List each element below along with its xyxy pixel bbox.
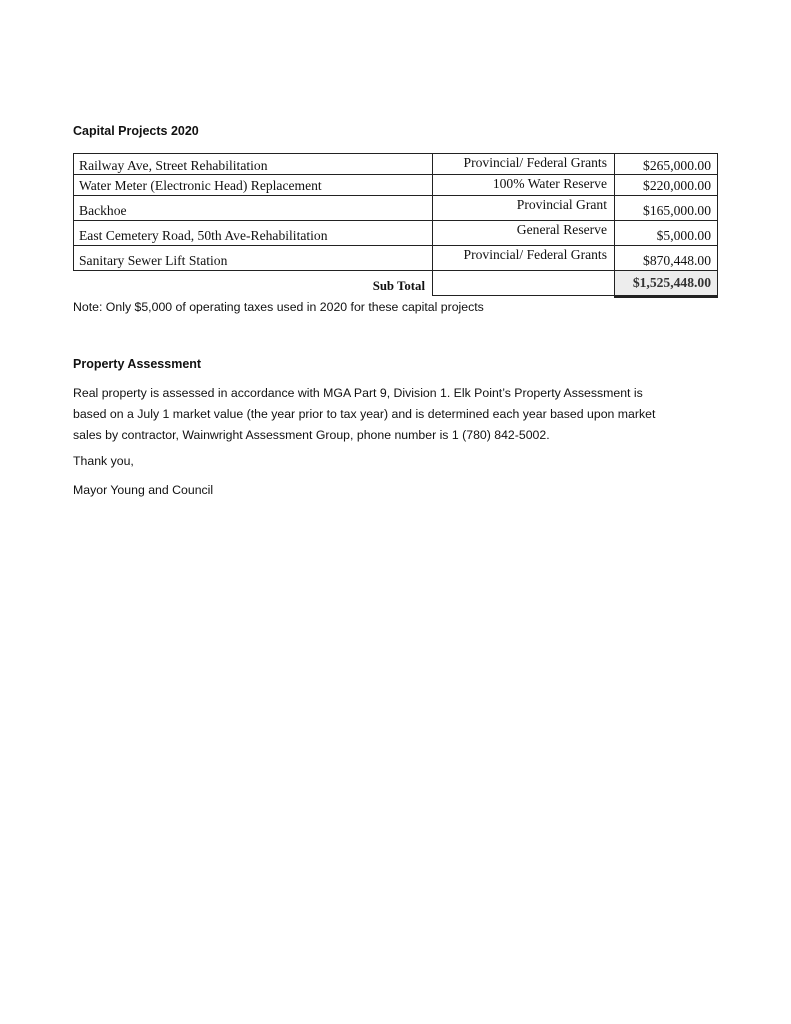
table-row-project: East Cemetery Road, 50th Ave-Rehabilitation <box>79 228 328 243</box>
table-row-project: Railway Ave, Street Rehabilitation <box>79 157 268 173</box>
table-col-divider <box>432 153 433 296</box>
table-row-project: Sanitary Sewer Lift Station <box>79 253 228 268</box>
capital-projects-heading: Capital Projects 2020 <box>73 124 199 138</box>
table-row-funding: General Reserve <box>516 222 607 237</box>
table-row-amount: $265,000.00 <box>643 157 711 173</box>
closing-thanks: Thank you, <box>73 454 134 468</box>
property-assessment-heading: Property Assessment <box>73 357 202 371</box>
table-row-project: Backhoe <box>79 203 127 218</box>
table-border-top <box>73 153 718 154</box>
table-row-funding: Provincial Grant <box>516 197 607 212</box>
paragraph-line: sales by contractor, Wainwright Assessment Group, phone number is 1 (780) 842-5002. <box>73 428 550 442</box>
capital-projects-note: Note: Only $5,000 of operating taxes used in 2020 for these capital projects <box>73 300 484 314</box>
capital-projects-table <box>73 153 718 297</box>
closing-signature: Mayor Young and Council <box>73 483 214 497</box>
subtotal-value: $1,525,448.00 <box>615 271 717 295</box>
table-row-amount: $5,000.00 <box>656 228 711 243</box>
subtotal-label: Sub Total <box>372 279 425 293</box>
table-row-amount: $165,000.00 <box>643 203 711 218</box>
table-row-funding: 100% Water Reserve <box>492 175 607 191</box>
table-row-amount: $870,448.00 <box>643 253 711 268</box>
paragraph-line: Real property is assessed in accordance with MGA Part 9, Division 1. Elk Point’s Property Assessment is <box>73 386 643 400</box>
subtotal-double-underline <box>614 296 718 298</box>
property-assessment-paragraph <box>73 383 655 446</box>
table-row-amount: $220,000.00 <box>643 178 711 193</box>
table-border-right <box>717 153 718 296</box>
table-border-left <box>73 153 74 270</box>
table-row-funding: Provincial/ Federal Grants <box>463 247 607 262</box>
table-row-project: Water Meter (Electronic Head) Replacement <box>79 178 322 193</box>
paragraph-line: based on a July 1 market value (the year prior to tax year) and is determined each year based upon market <box>73 407 656 421</box>
table-row-funding: Provincial/ Federal Grants <box>463 154 607 170</box>
